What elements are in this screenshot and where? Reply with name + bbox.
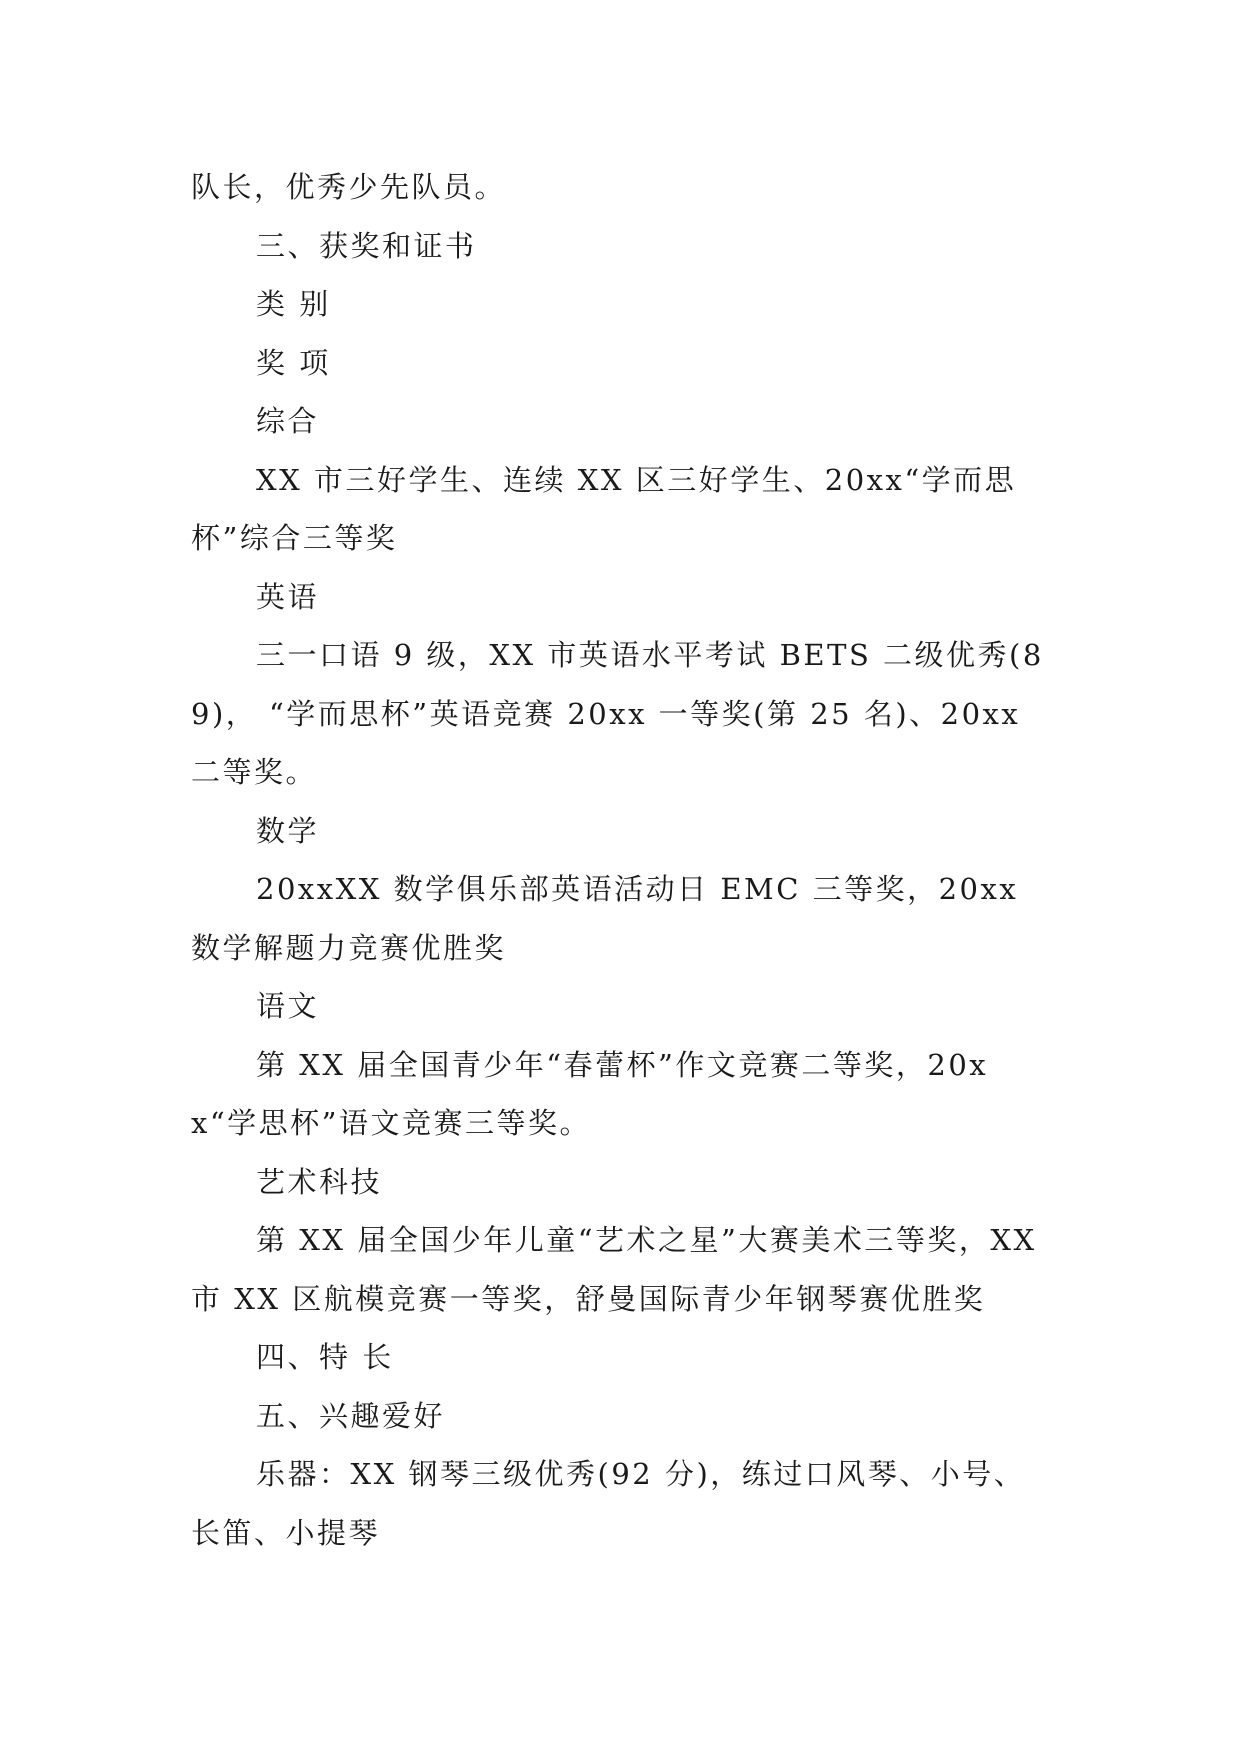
category-chinese: 语文 (256, 989, 320, 1023)
section-heading-hobbies: 五、兴趣爱好 (256, 1398, 446, 1433)
awards-english: 三一口语 9 级，XX 市英语水平考试 BETS 二级优秀(89)， “学而思杯”英语竞赛 20xx 一等奖(第 25 名)、20xx 二等奖。 (191, 638, 1044, 789)
awards-general: XX 市三好学生、连续 XX 区三好学生、20xx“学而思杯”综合三等奖 (191, 462, 1017, 555)
category-english: 英语 (256, 579, 320, 614)
awards-arts-tech: 第 XX 届全国少年儿童“艺术之星”大赛美术三等奖，XX 市 XX 区航模竞赛一等奖，舒曼国际青少年钢琴赛优胜奖 (191, 1223, 1037, 1316)
section-heading-specialty: 四、特 长 (256, 1340, 394, 1374)
awards-chinese: 第 XX 届全国青少年“春蕾杯”作文竞赛二等奖，20xx“学思杯”语文竞赛三等奖。 (191, 1047, 989, 1140)
category-general: 综合 (256, 404, 320, 438)
table-header-award: 奖 项 (256, 345, 331, 380)
document-body (191, 158, 1051, 1562)
table-header-category: 类 别 (256, 287, 331, 321)
category-arts-tech: 艺术科技 (256, 1164, 383, 1199)
hobbies-instruments: 乐器：XX 钢琴三级优秀(92 分)，练过口风琴、小号、长笛、小提琴 (191, 1457, 1026, 1550)
category-math: 数学 (256, 813, 320, 848)
awards-math: 20xxXX 数学俱乐部英语活动日 EMC 三等奖，20xx 数学解题力竞赛优胜奖 (191, 872, 1019, 965)
paragraph-continued: 队长，优秀少先队员。 (191, 170, 507, 204)
section-heading-awards: 三、获奖和证书 (256, 228, 477, 263)
